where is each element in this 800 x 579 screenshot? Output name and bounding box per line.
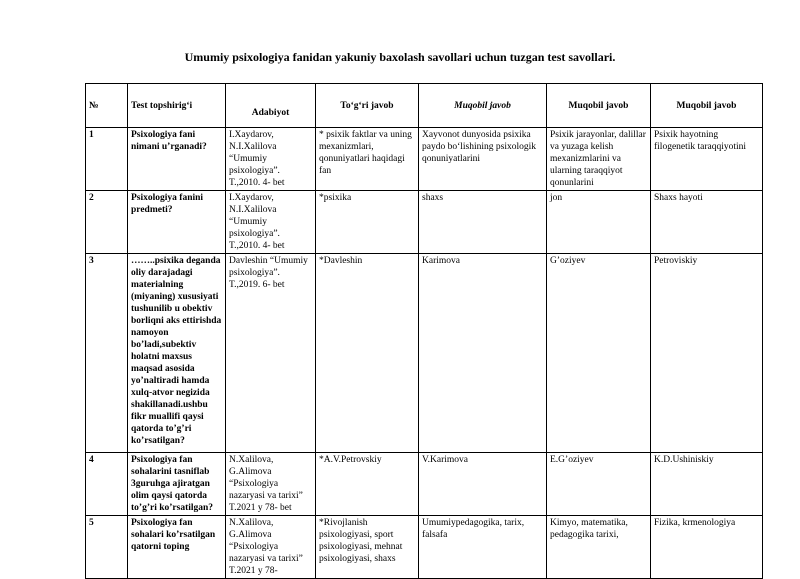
cell-task: Psixologiya fani nimani u’rganadi? (128, 128, 226, 191)
table-row (86, 453, 763, 516)
cell-alternative-2: jon (547, 191, 651, 254)
cell-alternative-1: Karimova (419, 254, 547, 453)
cell-alternative-3: Psixik hayotning filogenetik taraqqiyotini (651, 128, 763, 191)
cell-task: Psixologiya fanini predmeti? (128, 191, 226, 254)
cell-task: ……..psixika deganda oliy darajadagi materialning (miyaning) xususiyati tushunilib u obektiv borliqni aks ettirishda namoyon bo’ladi,subektiv holatni maxsus maqsad asosida yo’naltiradi hamda xulq-atvor negizida shakillanadi.ushbu fikr muallifi qaysi qatorda to’g’ri ko’rsatilgan? (128, 254, 226, 453)
cell-number: 2 (86, 191, 128, 254)
cell-alternative-2: E.G’oziyev (547, 453, 651, 516)
cell-number: 4 (86, 453, 128, 516)
table-row (86, 254, 763, 453)
header-task: Test topshirig‘i (128, 84, 226, 128)
table-row (86, 516, 763, 579)
cell-literature: N.Xalilova, G.Alimova “Psixologiya nazaryasi va tarixi” T.2021 y 78- bet (226, 453, 316, 516)
cell-alternative-3: Shaxs hayoti (651, 191, 763, 254)
cell-literature: I.Xaydarov, N.I.Xalilova “Umumiy psixologiya”. T.,2010. 4- bet (226, 191, 316, 254)
header-correct-answer: To‘g‘ri javob (316, 84, 419, 128)
header-alternative-answer-3: Muqobil javob (651, 84, 763, 128)
cell-correct-answer: * psixik faktlar va uning mexanizmlari, qonuniyatlari haqidagi fan (316, 128, 419, 191)
header-alt1-text: Muqobil javob (454, 101, 511, 111)
cell-alternative-2: G’oziyev (547, 254, 651, 453)
test-questions-table (85, 83, 763, 579)
cell-alternative-3: Fizika, krmenologiya (651, 516, 763, 579)
cell-correct-answer: *Rivojlanish psixologiyasi, sport psixologiyasi, mehnat psixologiyasi, shaxs (316, 516, 419, 579)
header-alternative-answer-2: Muqobil javob (547, 84, 651, 128)
cell-number: 5 (86, 516, 128, 579)
cell-alternative-1: V.Karimova (419, 453, 547, 516)
cell-literature: Davleshin “Umumiy psixologiya”. T.,2019. 6- bet (226, 254, 316, 453)
cell-alternative-1: shaxs (419, 191, 547, 254)
cell-alternative-3: Petroviskiy (651, 254, 763, 453)
header-literature: Adabiyot (226, 84, 316, 128)
cell-alternative-1: Xayvonot dunyosida psixika paydo bo‘lishining psixologik qonuniyatlarini (419, 128, 547, 191)
cell-alternative-3: K.D.Ushiniskiy (651, 453, 763, 516)
cell-alternative-2: Kimyo, matematika, pedagogika tarixi, (547, 516, 651, 579)
header-number: № (86, 84, 128, 128)
test-questions-table-container (85, 83, 762, 579)
table-row (86, 128, 763, 191)
cell-alternative-2: Psixik jarayonlar, dalillar va yuzaga kelish mexanizmlarini va ularning taraqqiyot qonunlarini (547, 128, 651, 191)
cell-literature: I.Xaydarov, N.I.Xalilova “Umumiy psixologiya”. T.,2010. 4- bet (226, 128, 316, 191)
cell-task: Psixologiya fan sohalari ko’rsatilgan qatorni toping (128, 516, 226, 579)
cell-alternative-1: Umumiypedagogika, tarix, falsafa (419, 516, 547, 579)
cell-literature: N.Xalilova, G.Alimova “Psixologiya nazaryasi va tarixi” T.2021 y 78- (226, 516, 316, 579)
cell-number: 1 (86, 128, 128, 191)
cell-correct-answer: *Davleshin (316, 254, 419, 453)
document-title: Umumiy psixologiya fanidan yakuniy baxolash savollari uchun tuzgan test savollari. (184, 50, 616, 64)
cell-number: 3 (86, 254, 128, 453)
cell-task: Psixologiya fan sohalarini tasniflab 3guruhga ajiratgan olim qaysi qatorda to’g’ri ko’rsatilgan? (128, 453, 226, 516)
header-alternative-answer-1 (419, 84, 547, 128)
table-header-row (86, 84, 763, 128)
table-row (86, 191, 763, 254)
cell-correct-answer: *A.V.Petrovskiy (316, 453, 419, 516)
cell-correct-answer: *psixika (316, 191, 419, 254)
